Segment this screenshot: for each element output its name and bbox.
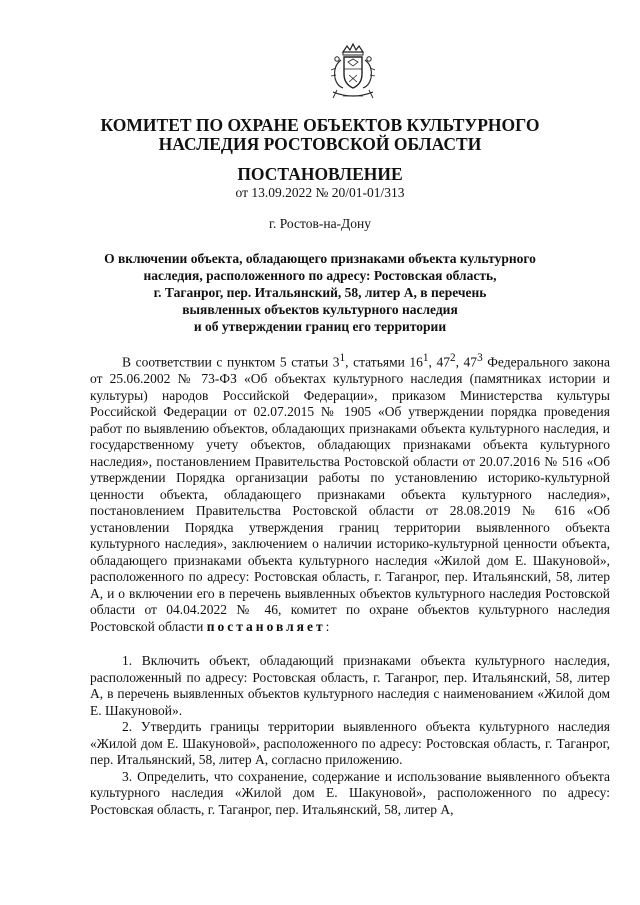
decree-word: постановляет [206,618,326,634]
preamble-paragraph: В соответствии с пунктом 5 статьи $3^1$, статьями $16^1$, $47^2$, $47^3$ Федерального закона от 25.06.2002 № 73-ФЗ «Об объектах культурного наследия (памятниках истории и культуры) народов Российской Федерации», приказом Министерства культуры Российской Федерации от 02.07.2015 № 1905 «Об утверждении порядка проведения работ по выявлению объектов, обладающих признаками объекта культурного наследия, и государственному учету объектов, обладающих признаками объекта культурного наследия», постановлением Правительства Ростовской области от 20.07.2016 № 516 «Об утверждении Порядка организации работы по установлению историко-культурной ценности объекта, обладающего признаками объекта культурного наследия», постановлением Правительства Ростовской области от 28.08.2019 № 616 «Об установлении Порядка утверждения границ территории выявленного объекта культурного наследия», заключением о наличии историко-культурной ценности объекта, обладающего признаками объекта культурного наследия «Жилой дом Е. Шакуновой», расположенного по адресу: Ростовская область, г. Таганрог, пер. Итальянский, 58, литер А, и о включении его в перечень выявленных объектов культурного наследия Ростовской области от 04.04.2022 № 46, комитет по охране объектов культурного наследия Ростовской области постановляет: [90,352,611,634]
item-paragraph-1: 1. Включить объект, обладающий признаками объекта культурного наследия, расположенный по адресу: Ростовская область, г. Таганрог, пер. Итальянский, 58, литер А, в перечень выявленных объектов культурного наследия с наименованием «Жилой дом Е. Шакуновой». [90,653,610,718]
subject-line-3: г. Таганрог, пер. Итальянский, 58, литер А, в перечень [153,285,487,300]
coat-of-arms-icon [323,42,383,104]
document-body [90,350,610,818]
organization-name [60,116,580,154]
subject-line-1: О включении объекта, обладающего признаками объекта культурного [104,251,536,266]
org-line-1: КОМИТЕТ ПО ОХРАНЕ ОБЪЕКТОВ КУЛЬТУРНОГО [100,115,540,135]
org-line-2: НАСЛЕДИЯ РОСТОВСКОЙ ОБЛАСТИ [158,134,482,154]
document-subject [90,250,550,335]
subject-line-4: выявленных объектов культурного наследия [182,302,458,317]
document-date-number: от 13.09.2022 № 20/01-01/313 [235,185,405,200]
subject-line-5: и об утверждении границ его территории [193,319,447,334]
subject-line-2: наследия, расположенного по адресу: Ростовская область, [143,268,497,283]
document-type: ПОСТАНОВЛЕНИЕ [237,164,403,184]
item-paragraph-2: 2. Утвердить границы территории выявленного объекта культурного наследия «Жилой дом Е. Шакуновой», расположенного по адресу: Ростовская область, г. Таганрог, пер. Итальянский, 58, литер А, согласно приложению. [90,719,610,767]
item-paragraph-3: 3. Определить, что сохранение, содержание и использование выявленного объекта культурного наследия «Жилой дом Е. Шакуновой», расположенного по адресу: Ростовская область, г. Таганрог, пер. Итальянский, 58, литер А, [90,768,610,817]
document-city: г. Ростов-на-Дону [268,216,371,231]
